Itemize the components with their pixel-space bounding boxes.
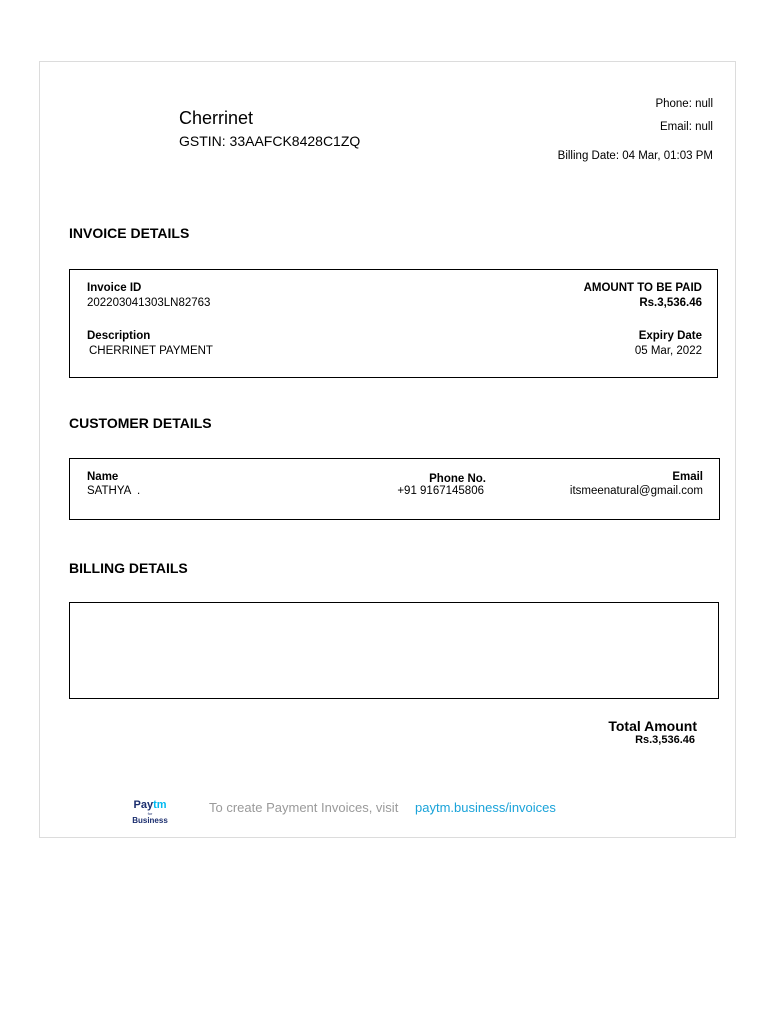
- footer-text: To create Payment Invoices, visit: [209, 800, 399, 815]
- billing-details-title: BILLING DETAILS: [69, 560, 188, 576]
- total-amount-label: Total Amount: [608, 718, 697, 734]
- customer-name-value: SATHYA .: [87, 485, 141, 497]
- customer-email-value: itsmeenatural@gmail.com: [569, 485, 703, 497]
- total-amount-value: Rs.3,536.46: [635, 734, 695, 746]
- merchant-email: Email: null: [659, 121, 713, 133]
- customer-details-box: [69, 458, 720, 520]
- expiry-date-label: Expiry Date: [638, 330, 702, 342]
- customer-name-label: Name: [87, 471, 119, 483]
- paytm-logo-business: Business: [132, 816, 168, 825]
- invoice-id-value: 202203041303LN82763: [87, 297, 211, 309]
- description-value: CHERRINET PAYMENT: [89, 345, 213, 357]
- amount-to-be-paid-value: Rs.3,536.46: [639, 297, 702, 309]
- paytm-logo-for: for: [147, 811, 153, 816]
- customer-email-label: Email: [672, 471, 703, 483]
- invoice-id-label: Invoice ID: [87, 282, 142, 294]
- billing-date: Billing Date: 04 Mar, 01:03 PM: [557, 150, 713, 162]
- invoice-details-box: [69, 269, 718, 378]
- expiry-date-value: 05 Mar, 2022: [634, 345, 702, 357]
- invoice-details-title: INVOICE DETAILS: [69, 225, 190, 241]
- invoice-page: [39, 61, 736, 838]
- description-label: Description: [87, 330, 151, 342]
- paytm-logo-tm: tm: [153, 799, 167, 811]
- amount-to-be-paid-label: AMOUNT TO BE PAID: [583, 282, 702, 294]
- billing-details-box: [69, 602, 719, 699]
- customer-details-title: CUSTOMER DETAILS: [69, 415, 212, 431]
- paytm-logo-pay: Pay: [133, 799, 154, 811]
- merchant-gstin: GSTIN: 33AAFCK8428C1ZQ: [179, 133, 361, 149]
- customer-phone-value: +91 9167145806: [397, 485, 484, 497]
- customer-phone-label: Phone No.: [429, 473, 486, 485]
- merchant-phone: Phone: null: [655, 98, 713, 110]
- paytm-business-logo: [130, 800, 170, 825]
- merchant-name: Cherrinet: [179, 108, 254, 128]
- paytm-invoices-link[interactable]: paytm.business/invoices: [415, 800, 556, 815]
